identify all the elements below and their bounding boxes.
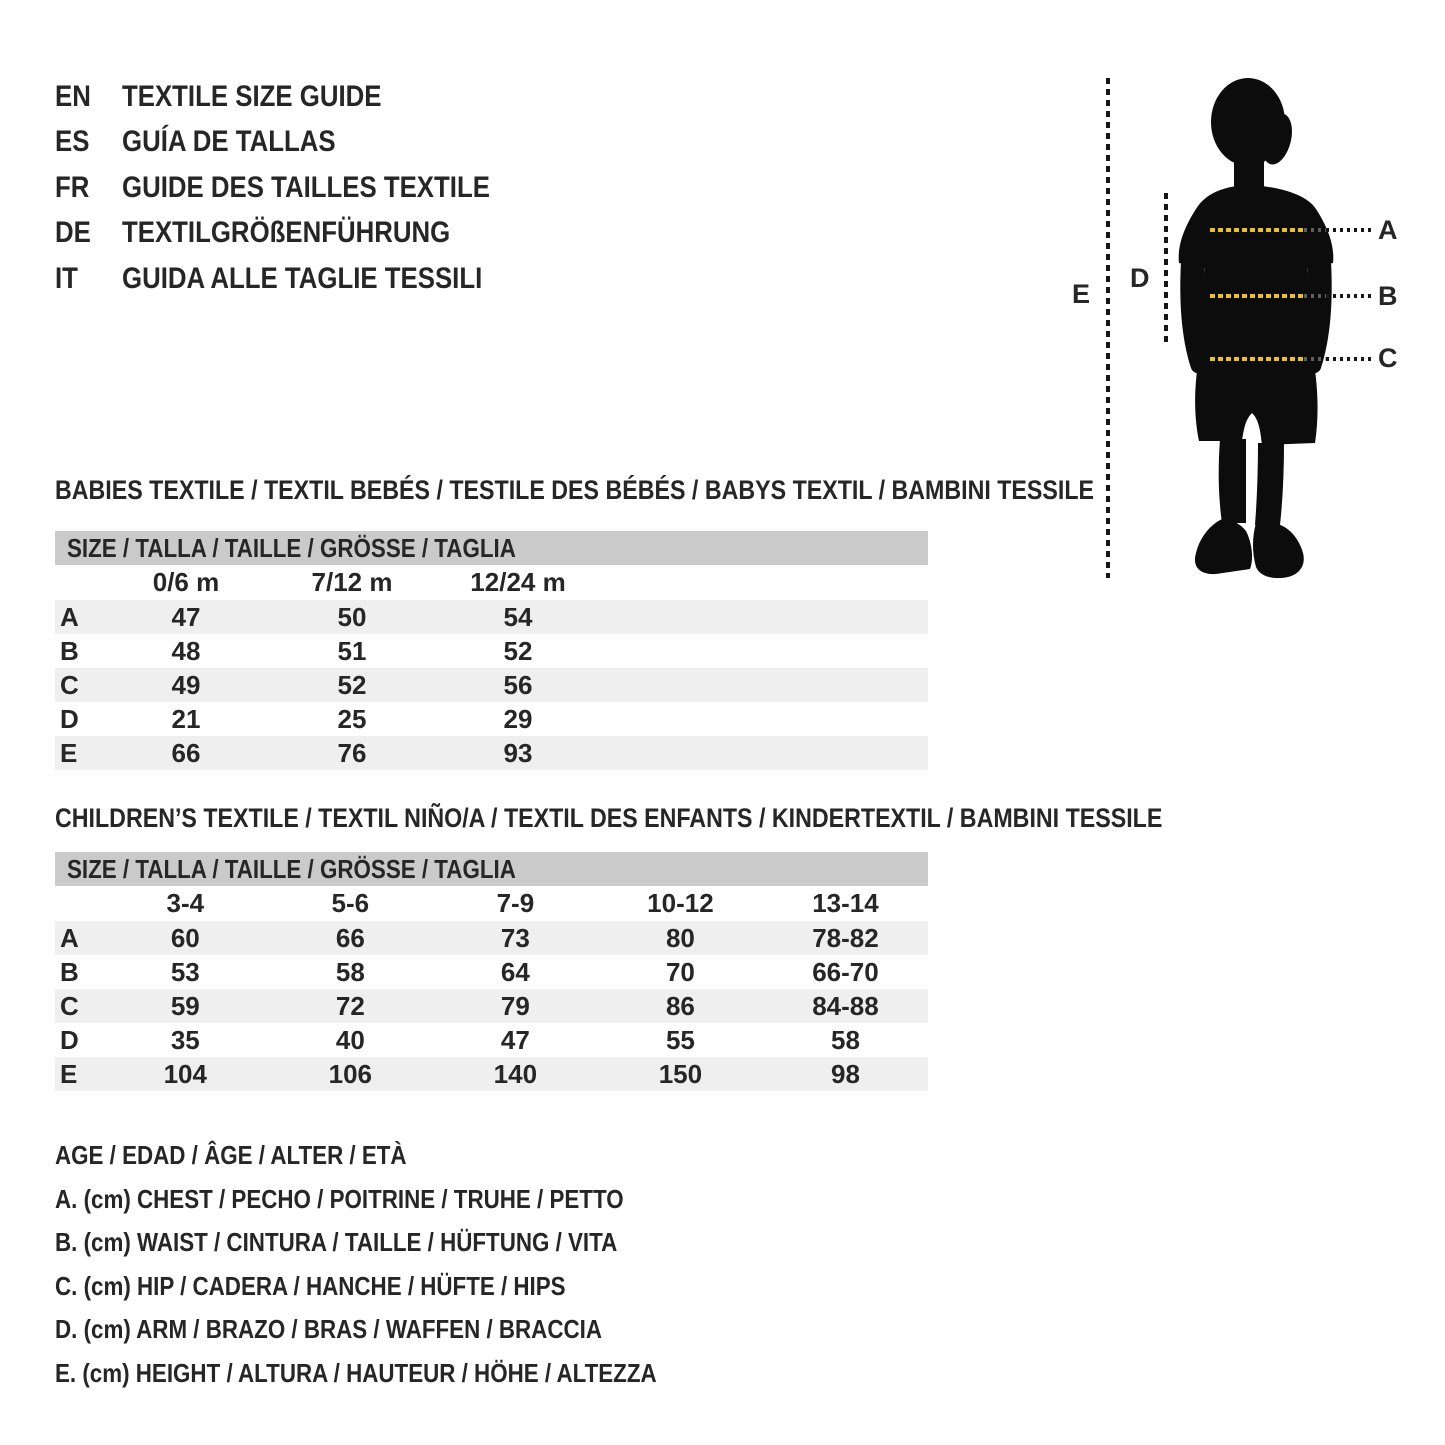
hip-dash-fade (1304, 357, 1326, 361)
cell-value: 51 (337, 635, 367, 666)
table-row-babies-c (55, 668, 928, 702)
cell-value: 150 (658, 1058, 703, 1089)
language-title-row-it (55, 256, 550, 302)
cell-value: 72 (335, 990, 365, 1021)
hip-measure-line-c (1210, 357, 1374, 361)
cell-value: 98 (831, 1058, 860, 1089)
cell-value: 140 (493, 1058, 538, 1089)
cell-value: 25 (337, 703, 367, 734)
cell-value: 54 (503, 601, 533, 632)
cell-value: 84-88 (812, 990, 879, 1021)
children-section-heading-text: CHILDREN’S TEXTILE / TEXTIL NIÑO/A / TEXTIL DES ENFANTS / KINDERTEXTIL / BAMBINI TESSILE (55, 803, 1163, 833)
language-code-es: ES (55, 125, 90, 159)
legend-line-arm: D. (cm) ARM / BRAZO / BRAS / WAFFEN / BRACCIA (55, 1314, 602, 1345)
row-label: B (60, 956, 79, 987)
cell-value: 21 (171, 703, 201, 734)
page-title-en: TEXTILE SIZE GUIDE (122, 79, 382, 113)
children-column-header-row (55, 886, 928, 921)
language-code-it: IT (55, 261, 78, 295)
cell-value: 35 (170, 1024, 200, 1055)
cell-value: 86 (665, 990, 695, 1021)
language-title-row-es (55, 120, 550, 166)
waist-dash-black (1326, 294, 1374, 298)
children-column-header: 3-4 (166, 888, 205, 918)
babies-size-header-text: SIZE / TALLA / TAILLE / GRÖSSE / TAGLIA (67, 532, 516, 563)
cell-value: 66-70 (812, 956, 879, 987)
waist-dash-yellow (1210, 294, 1304, 298)
children-size-header-text: SIZE / TALLA / TAILLE / GRÖSSE / TAGLIA (67, 853, 516, 884)
language-title-row-fr (55, 165, 550, 211)
cell-value: 47 (500, 1024, 530, 1055)
page-title-de: TEXTILGRÖßENFÜHRUNG (122, 216, 451, 250)
page-title-fr: GUIDE DES TAILLES TEXTILE (122, 170, 490, 204)
table-row-babies-e (55, 736, 928, 770)
babies-column-header: 0/6 m (152, 567, 220, 597)
cell-value: 29 (503, 703, 533, 734)
arm-measure-line-d (1164, 193, 1168, 343)
cell-value: 55 (665, 1024, 695, 1055)
cell-value: 50 (337, 601, 367, 632)
cell-value: 79 (500, 990, 530, 1021)
babies-size-table (55, 531, 928, 770)
children-size-table (55, 852, 928, 1091)
cell-value: 52 (337, 669, 367, 700)
table-row-children-b (55, 955, 928, 989)
cell-value: 58 (831, 1024, 860, 1055)
children-column-header: 7-9 (496, 888, 535, 918)
children-column-header: 13-14 (812, 888, 879, 918)
measure-label-d: D (1130, 263, 1150, 293)
language-code-fr: FR (55, 170, 90, 204)
children-section-heading (55, 801, 1305, 835)
page-title-es: GUÍA DE TALLAS (122, 125, 336, 159)
table-row-babies-a (55, 600, 928, 634)
chest-dash-fade (1304, 228, 1326, 232)
babies-section-heading-text: BABIES TEXTILE / TEXTIL BEBÉS / TESTILE DES BÉBÉS / BABYS TEXTIL / BAMBINI TESSILE (55, 475, 1095, 505)
chest-dash-black (1326, 228, 1374, 232)
babies-column-header: 12/24 m (470, 567, 566, 597)
cell-value: 93 (503, 737, 533, 768)
children-size-header-bar (55, 852, 928, 886)
cell-value: 66 (335, 922, 365, 953)
legend-line-waist: B. (cm) WAIST / CINTURA / TAILLE / HÜFTUNG / VITA (55, 1227, 618, 1258)
cell-value: 104 (163, 1058, 207, 1089)
cell-value: 60 (170, 922, 200, 953)
table-row-babies-d (55, 702, 928, 736)
table-row-children-e (55, 1057, 928, 1091)
cell-value: 106 (328, 1058, 373, 1089)
measure-label-b: B (1378, 281, 1398, 311)
cell-value: 48 (171, 635, 201, 666)
row-label: A (60, 922, 79, 953)
table-row-babies-b (55, 634, 928, 668)
chest-dash-yellow (1210, 228, 1304, 232)
cell-value: 59 (170, 990, 200, 1021)
language-title-row-en (55, 74, 550, 120)
children-column-header: 10-12 (647, 888, 714, 918)
page-title-it: GUIDA ALLE TAGLIE TESSILI (122, 261, 483, 295)
table-row-children-a (55, 921, 928, 955)
measure-label-e: E (1072, 279, 1091, 309)
cell-value: 70 (665, 956, 695, 987)
cell-value: 40 (335, 1024, 365, 1055)
cell-value: 80 (665, 922, 695, 953)
cell-value: 64 (500, 956, 530, 987)
hip-dash-black (1326, 357, 1374, 361)
cell-value: 47 (171, 601, 201, 632)
table-row-children-d (55, 1023, 928, 1057)
measure-label-a: A (1378, 215, 1398, 245)
legend-line-chest: A. (cm) CHEST / PECHO / POITRINE / TRUHE / PETTO (55, 1183, 624, 1214)
row-label: C (60, 669, 79, 700)
row-label: A (60, 601, 79, 632)
cell-value: 53 (170, 956, 200, 987)
row-label: D (60, 1024, 79, 1055)
babies-column-header-row (55, 565, 928, 600)
babies-size-header-bar (55, 531, 928, 565)
table-row-children-c (55, 989, 928, 1023)
cell-value: 56 (503, 669, 533, 700)
babies-section-heading (55, 473, 1305, 507)
language-code-en: EN (55, 79, 91, 113)
legend-line-age: AGE / EDAD / ÂGE / ALTER / ETÀ (55, 1140, 407, 1171)
children-column-header: 5-6 (331, 888, 370, 918)
legend-line-hip: C. (cm) HIP / CADERA / HANCHE / HÜFTE / HIPS (55, 1270, 566, 1301)
row-label: B (60, 635, 79, 666)
legend-line-height: E. (cm) HEIGHT / ALTURA / HAUTEUR / HÖHE / ALTEZZA (55, 1357, 657, 1388)
cell-value: 76 (337, 737, 367, 768)
cell-value: 49 (171, 669, 201, 700)
cell-value: 73 (500, 922, 530, 953)
waist-measure-line-b (1210, 294, 1374, 298)
cell-value: 52 (503, 635, 533, 666)
babies-column-header: 7/12 m (311, 567, 393, 597)
row-label: E (60, 737, 78, 768)
row-label: D (60, 703, 79, 734)
row-label: E (60, 1058, 78, 1089)
language-title-row-de (55, 211, 550, 257)
cell-value: 66 (171, 737, 201, 768)
chest-measure-line-a (1210, 228, 1374, 232)
waist-dash-fade (1304, 294, 1326, 298)
measure-label-c: C (1378, 343, 1398, 373)
cell-value: 78-82 (812, 922, 879, 953)
row-label: C (60, 990, 79, 1021)
hip-dash-yellow (1210, 357, 1304, 361)
measurement-legend (55, 1134, 755, 1395)
cell-value: 58 (335, 956, 365, 987)
language-title-list (55, 74, 550, 302)
language-code-de: DE (55, 216, 91, 250)
